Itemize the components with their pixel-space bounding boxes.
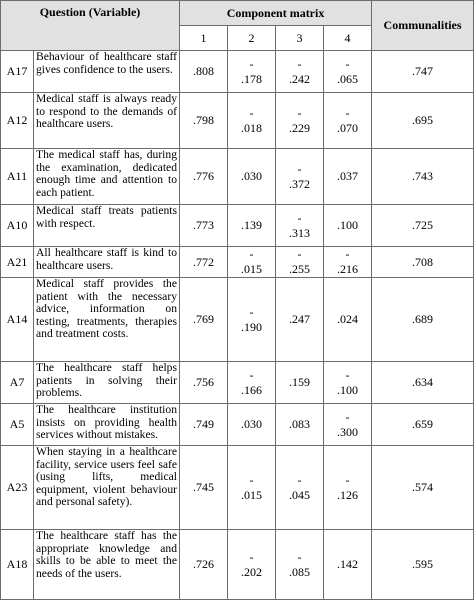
question-text: When staying in a healthcare facility, service users feel safe (using lifts, medical equipment, violent behaviour and personal safety). (34, 446, 180, 530)
loading-number: .018 (241, 120, 262, 135)
question-variable-header: Question (Variable) (1, 1, 180, 51)
variable-id: A10 (1, 205, 34, 247)
minus-sign: - (297, 247, 302, 261)
loading-number: .166 (241, 382, 262, 397)
variable-id: A21 (1, 247, 34, 278)
question-text: Behaviour of healthcare staff gives confidence to the users. (34, 51, 180, 93)
communality-value: .747 (372, 51, 474, 93)
component-3-value (276, 149, 324, 205)
communality-value: .743 (372, 149, 474, 205)
component-1-header: 1 (180, 26, 228, 51)
variable-id: A14 (1, 278, 34, 362)
question-text: The healthcare institution insists on providing health services without mistakes. (34, 404, 180, 446)
component-1-value: .808 (180, 51, 228, 93)
component-1-value: .756 (180, 362, 228, 404)
minus-sign: - (345, 247, 350, 261)
minus-sign: - (297, 549, 302, 564)
loading-number: .190 (241, 319, 262, 334)
question-text: The healthcare staff helps patients in solving their problems. (34, 362, 180, 404)
loading-number: .313 (289, 225, 310, 240)
question-text: All healthcare staff is kind to healthcare users. (34, 247, 180, 278)
component-4-value (324, 51, 372, 93)
component-1-value: .776 (180, 149, 228, 205)
loading-number: .085 (289, 564, 310, 579)
loading-number: .216 (337, 262, 359, 276)
component-4-value (324, 362, 372, 404)
component-3-value (276, 446, 324, 530)
component-2-value (228, 362, 276, 404)
question-text: Medical staff provides the patient with the necessary advice, information on testing, treatments, therapies and treatment costs. (34, 278, 180, 362)
communality-value: .659 (372, 404, 474, 446)
question-text: Medical staff treats patients with respect. (34, 205, 180, 247)
variable-id: A18 (1, 530, 34, 600)
component-3-header: 3 (276, 26, 324, 51)
communality-value: .689 (372, 278, 474, 362)
minus-sign: - (345, 105, 350, 120)
question-text: Medical staff is always ready to respond to the demands of healthcare users. (34, 93, 180, 149)
minus-sign: - (345, 409, 350, 424)
component-2-value (228, 530, 276, 600)
communality-value: .574 (372, 446, 474, 530)
loading-number: .126 (337, 487, 359, 502)
component-4-value (324, 247, 372, 278)
loading-number: .242 (289, 71, 310, 86)
minus-sign: - (249, 472, 254, 487)
table-row (1, 530, 474, 600)
loading-number: .178 (241, 71, 262, 86)
component-3-value (276, 530, 324, 600)
variable-id: A17 (1, 51, 34, 93)
component-3-value (276, 205, 324, 247)
variable-id: A5 (1, 404, 34, 446)
minus-sign: - (345, 56, 350, 71)
loading-number: .300 (337, 424, 359, 439)
variable-id: A12 (1, 93, 34, 149)
loading-number: .100 (337, 382, 359, 397)
component-4-value (324, 404, 372, 446)
component-4-value: .142 (324, 530, 372, 600)
table-row (1, 446, 474, 530)
minus-sign: - (297, 210, 302, 225)
table-row (1, 205, 474, 247)
variable-id: A7 (1, 362, 34, 404)
communality-value: .595 (372, 530, 474, 600)
communality-value: .708 (372, 247, 474, 278)
component-1-value: .745 (180, 446, 228, 530)
loading-number: .045 (289, 487, 310, 502)
component-2-value: .030 (228, 404, 276, 446)
component-2-value (228, 247, 276, 278)
component-3-value (276, 51, 324, 93)
minus-sign: - (345, 367, 350, 382)
minus-sign: - (249, 304, 254, 319)
component-4-value: .037 (324, 149, 372, 205)
question-text: The medical staff has, during the examination, dedicated enough time and attention to each patient. (34, 149, 180, 205)
loading-number: .229 (289, 120, 310, 135)
communality-value: .725 (372, 205, 474, 247)
component-4-value (324, 446, 372, 530)
component-1-value: .773 (180, 205, 228, 247)
component-4-header: 4 (324, 26, 372, 51)
table-row (1, 247, 474, 278)
table-body (1, 51, 474, 600)
loading-number: .015 (241, 262, 262, 276)
minus-sign: - (297, 472, 302, 487)
component-1-value: .798 (180, 93, 228, 149)
table-row (1, 278, 474, 362)
component-2-header: 2 (228, 26, 276, 51)
component-3-value (276, 247, 324, 278)
communality-value: .634 (372, 362, 474, 404)
question-text: The healthcare staff has the appropriate knowledge and skills to be able to meet the needs of the users. (34, 530, 180, 600)
loading-number: .202 (241, 564, 262, 579)
component-1-value: .772 (180, 247, 228, 278)
minus-sign: - (249, 105, 254, 120)
table-row (1, 149, 474, 205)
minus-sign: - (297, 105, 302, 120)
minus-sign: - (249, 549, 254, 564)
component-4-value: .024 (324, 278, 372, 362)
component-3-value: .159 (276, 362, 324, 404)
component-2-value: .139 (228, 205, 276, 247)
table-row (1, 93, 474, 149)
component-2-value (228, 446, 276, 530)
component-2-value: .030 (228, 149, 276, 205)
table-row (1, 51, 474, 93)
loading-number: .372 (289, 176, 310, 191)
component-3-value: .247 (276, 278, 324, 362)
component-matrix-header: Component matrix (180, 1, 372, 26)
variable-id: A23 (1, 446, 34, 530)
component-4-value (324, 93, 372, 149)
table-row (1, 362, 474, 404)
minus-sign: - (297, 161, 302, 176)
component-4-value: .100 (324, 205, 372, 247)
table-row (1, 404, 474, 446)
loading-number: .065 (337, 71, 359, 86)
minus-sign: - (249, 247, 254, 261)
component-3-value: .083 (276, 404, 324, 446)
loading-number: .070 (337, 120, 359, 135)
component-1-value: .726 (180, 530, 228, 600)
minus-sign: - (297, 56, 302, 71)
component-2-value (228, 278, 276, 362)
communality-value: .695 (372, 93, 474, 149)
minus-sign: - (345, 472, 350, 487)
variable-id: A11 (1, 149, 34, 205)
minus-sign: - (249, 56, 254, 71)
loading-number: .255 (289, 262, 310, 276)
component-2-value (228, 93, 276, 149)
component-1-value: .769 (180, 278, 228, 362)
component-1-value: .749 (180, 404, 228, 446)
component-3-value (276, 93, 324, 149)
component-2-value (228, 51, 276, 93)
loading-number: .015 (241, 487, 262, 502)
communalities-header: Communalities (372, 1, 474, 51)
minus-sign: - (249, 367, 254, 382)
